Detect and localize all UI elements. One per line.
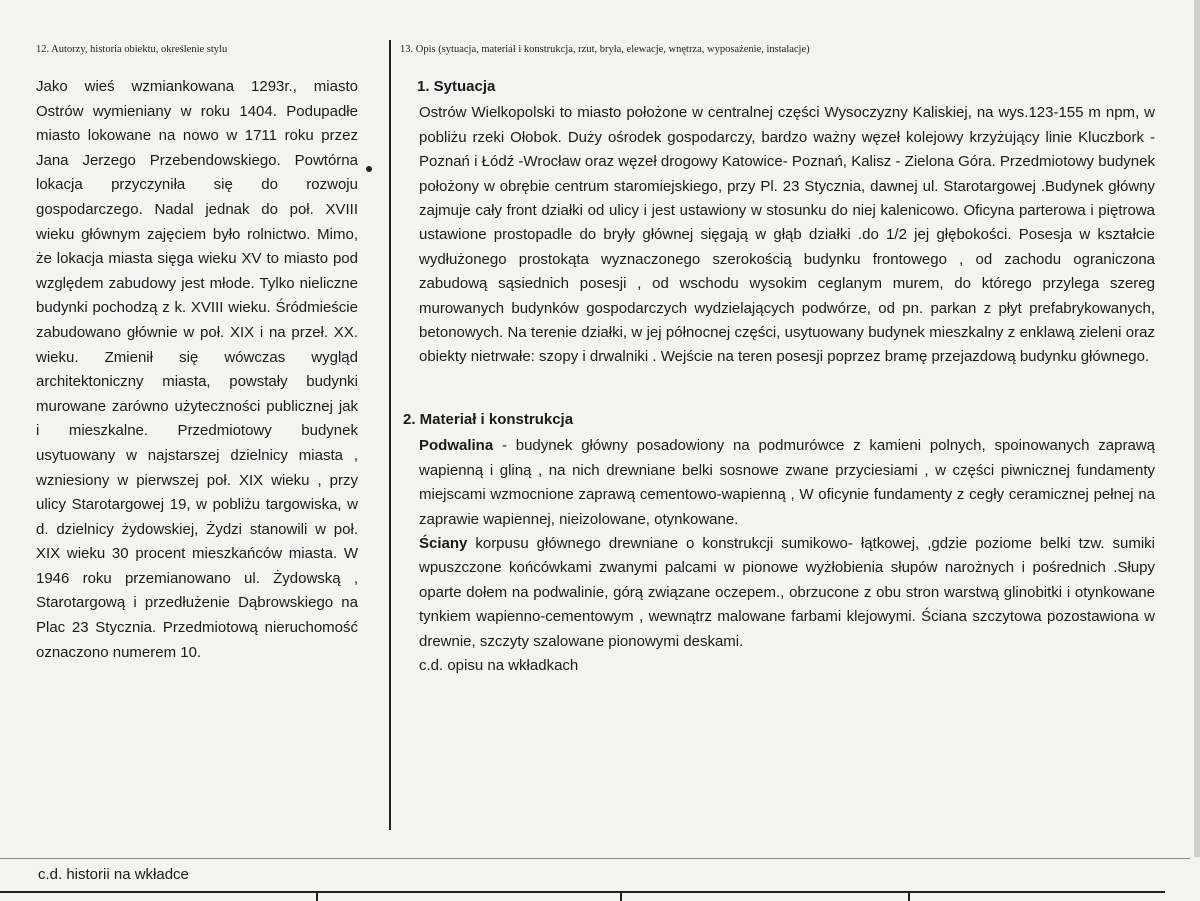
section-1-title: 1. Sytuacja [417,78,496,95]
history-text: Jako wieś wzmiankowana 1293r., miasto Ostrów wymieniany w roku 1404. Podupadłe miasto lokowane na nowo w 1711 roku przez Jana Jerzego Przebendowskiego. Powtórna lokacja przyczyniła się do rozwoju gospodarczego. Nadal jednak do poł. XVIII wieku głównym zajęciem było rolnictwo. Mimo, że lokacja miasta sięga wieku XV to miasto pod względem zabudowy jest młode. Tylko nieliczne budynki pochodzą z k. XVIII wieku. Śródmieście zabudowano głównie w poł. XIX i na przeł. XX. wieku. Zmienił się wówczas wygląd architektoniczny miasta, powstały budynki murowane zarówno użyteczności publicznej jak i mieszkalne. Przedmiotowy budynek usytuowany w najstarszej dzielnicy miasta , wzniesiony w pierwszej poł. XIX wieku , przy ulicy Starotargowej 19, w pobliżu targowiska, w d. dzielnicy żydowskiej, Żydzi stanowili w poł. XIX wieku 30 procent mieszkańców miasta. W 1946 roku przemianowano ul. Żydowską , Starotargową i przedłużenie Dąbrowskiego na Plac 23 Stycznia. Przedmiotową nieruchomość oznaczono numerem 10. [36,78,358,661]
bullet-dot [366,166,372,172]
right-column-header: 13. Opis (sytuacja, materiał i konstrukcja, rzut, bryła, elewacje, wnętrza, wyposażenie, instalacje) [400,44,810,55]
section-1-text: Ostrów Wielkopolski to miasto położone w centralnej części Wysoczyzny Kaliskiej, na wys.123-155 m npm, w pobliżu rzeki Ołobok. Duży ośrodek gospodarczy, bardzo ważny węzeł kolejowy krzyżujący linie Kluczbork -Poznań i Łódź -Wrocław oraz węzeł drogowy Katowice- Poznań, Kalisz - Zielona Góra. Przedmiotowy budynek położony w obrębie centrum staromiejskiego, przy Pl. 23 Stycznia, dawnej ul. Starotargowej .Budynek główny zajmuje cały front działki od ulicy i jest ustawiony w stosunku do niej kalenicowo. Oficyna parterowa i piętrowa ustawione prostopadle do bryły głównej sięgają w głąb działki .do 1/2 jej głębokości. Posesja w kształcie wydłużonego prostokąta wyznaczonego szerokością budynku frontowego , od zachodu ograniczona zabudową sąsiednich posesji , od wschodu wysokim ceglanym murem, do którego przylega szereg murowanych budynków gospodarczych wydzielających podwórze, od pn. parkan z płyt prefabrykowanych, betonowych. Na terenie działki, w jej północnej części, usytuowany budynek mieszkalny z enklawą zieleni oraz obiekty nietrwałe: szopy i drwalniki . Wejście na teren posesji poprzez bramę przejazdową budynku głównego. [419,104,1155,366]
podwalina-label: Podwalina [419,437,494,455]
footer-tick [316,891,318,901]
sciany-text: korpusu głównego drewniane o konstrukcji sumikowo- łątkowej, ,gdzie poziome belki tzw. sumiki wpuszczone końcówkami zwanymi palcami w pionowe wyżłobienia słupów narożnych i pośrednich .Słupy oparte dołem na podwalinie, górą związane oczepem., obrzucone z obu stron warstwą glinobitki i otynkowane tynkiem wapienno-cementowym , wewnątrz malowane farbami klejowymi. Ściana szczytowa pozostawiona w drewnie, szczyty szalowane pionowymi deskami. [419,534,1155,650]
sciany-label: Ściany [419,534,468,552]
podwalina-text: - budynek główny posadowiony na podmurówce z kamieni polnych, spoinowanych zaprawą wapienną i gliną , na nich drewniane belki sosnowe zwane przyciesiami , w części piwnicznej fundamenty miejscami wzmocnione zaprawą cementowo-wapienną , W oficynie fundamenty z cegły ceramicznej pełnej na zaprawie wapiennej, nieizolowane, otynkowane. [419,437,1155,528]
footer-tick [908,891,910,901]
history-continued-note: c.d. historii na wkładce [38,866,189,883]
column-divider [389,40,391,830]
page-edge [1194,0,1200,901]
footer-rule-top [0,858,1190,859]
footer-tick [620,891,622,901]
history-column [36,75,358,665]
footer-rule [0,891,1165,893]
left-column-header: 12. Autorzy, historia obiektu, określenie stylu [36,44,228,55]
sciany-paragraph [419,532,1155,654]
section-2-title: 2. Materiał i konstrukcja [403,410,574,428]
podwalina-paragraph [419,434,1155,532]
description-column [403,75,1155,678]
continued-note: c.d. opisu na wkładkach [419,656,579,674]
